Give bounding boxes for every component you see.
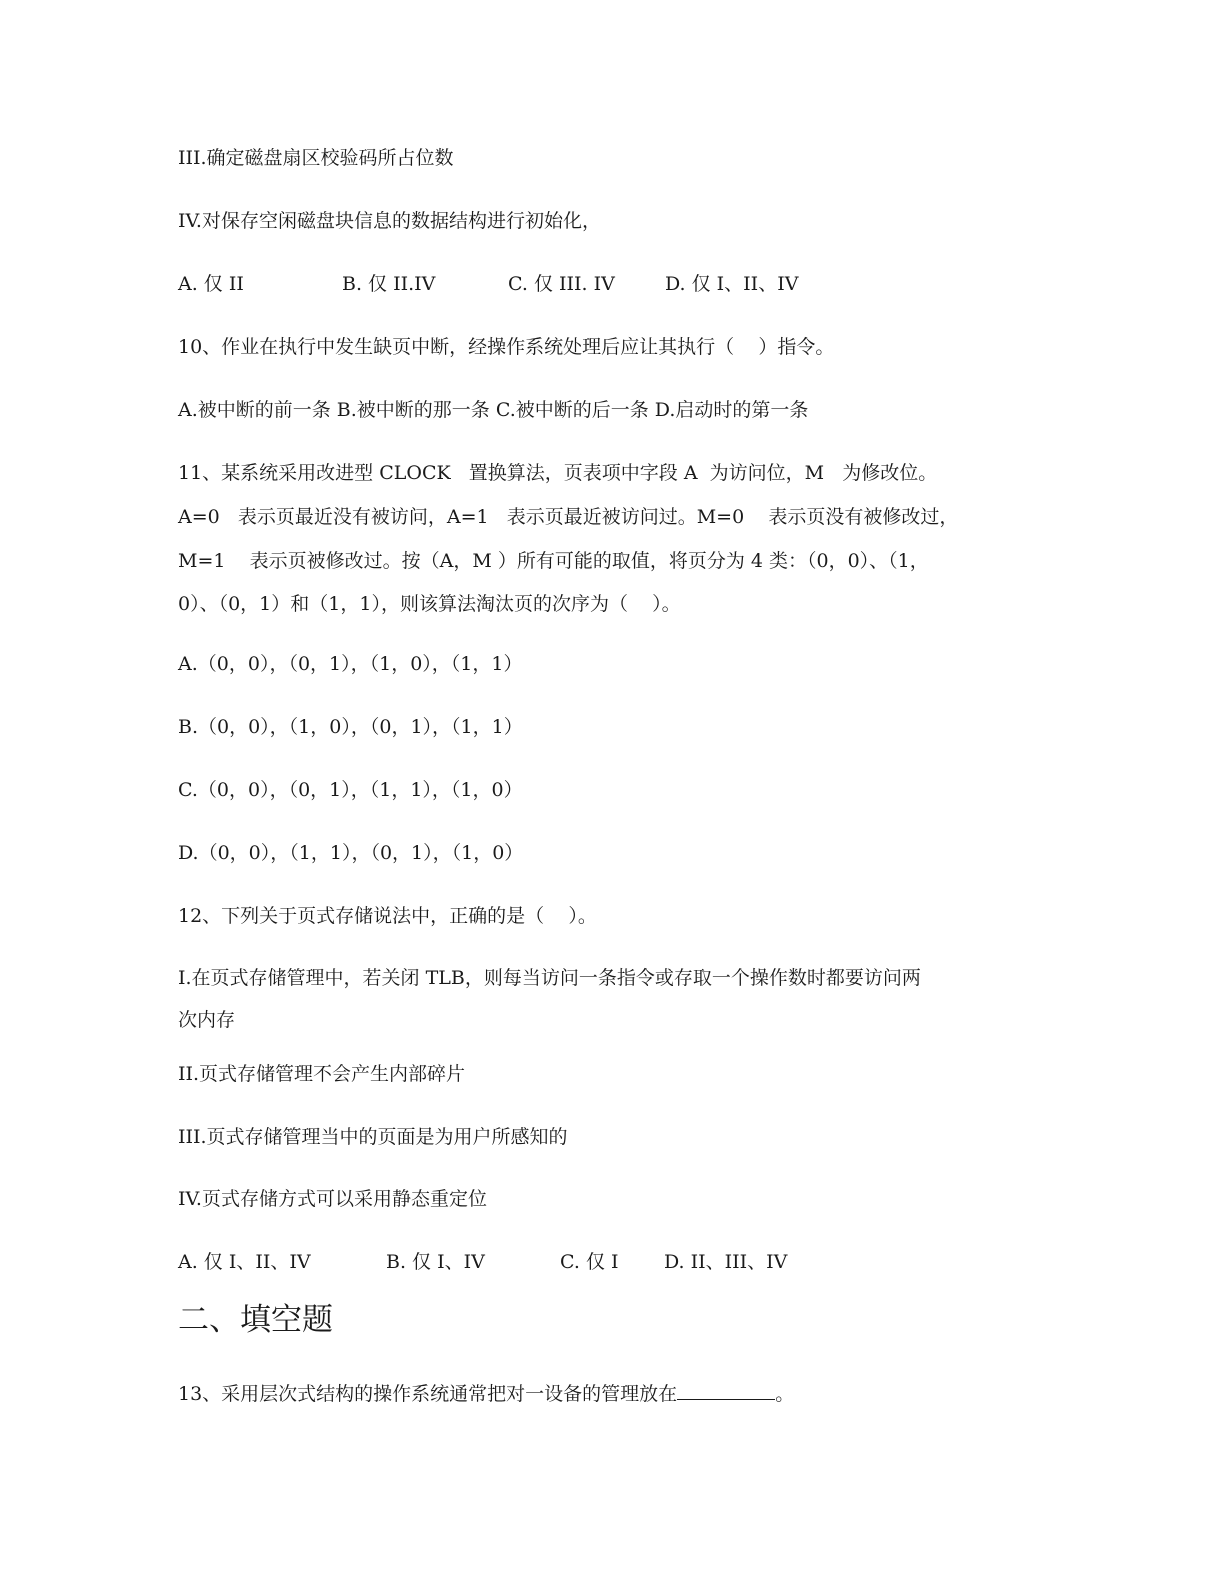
- q10-stem: 10、作业在执行中发生缺页中断，经操作系统处理后应让其执行（ ）指令。: [178, 336, 835, 358]
- q12-item-iii: III.页式存储管理当中的页面是为用户所感知的: [178, 1126, 568, 1148]
- q11-option-a: A.（0，0），（0，1），（1，0），（1，1）: [178, 653, 523, 675]
- q12-item-iv: IV.页式存储方式可以采用静态重定位: [178, 1188, 487, 1210]
- q12-item-i-line-2: 次内存: [178, 1009, 236, 1031]
- q11-option-d: D.（0，0），（1，1），（0，1），（1，0）: [178, 842, 524, 864]
- q9-option-d: D. 仅 I、II、IV: [665, 273, 799, 295]
- q13-stem: 13、采用层次式结构的操作系统通常把对一设备的管理放在: [178, 1383, 678, 1405]
- q10-options: A.被中断的前一条 B.被中断的那一条 C.被中断的后一条 D.启动时的第一条: [178, 399, 809, 421]
- q13-line: [178, 1381, 794, 1406]
- q9-option-b: B. 仅 II.IV: [342, 273, 436, 295]
- q9-item-iv: IV.对保存空闲磁盘块信息的数据结构进行初始化，: [178, 210, 601, 232]
- q12-item-i-line-1: I.在页式存储管理中，若关闭 TLB，则每当访问一条指令或存取一个操作数时都要访问两: [178, 967, 921, 989]
- q12-stem: 12、下列关于页式存储说法中，正确的是（ ）。: [178, 905, 597, 927]
- q11-stem-line-1: 11、某系统采用改进型 CLOCK 置换算法，页表项中字段 A 为访问位，M 为修改位。: [178, 462, 938, 484]
- q11-stem-line-4: 0）、（0，1）和（1，1），则该算法淘汰页的次序为（ ）。: [178, 593, 681, 615]
- q12-option-a: A. 仅 I、II、IV: [178, 1251, 311, 1273]
- section-heading-fill-in: 二、填空题: [178, 1302, 333, 1338]
- q11-stem-line-2: A=0 表示页最近没有被访问，A=1 表示页最近被访问过。M=0 表示页没有被修改过，: [178, 506, 959, 528]
- q9-option-c: C. 仅 III. IV: [508, 273, 615, 295]
- q13-answer-blank: [677, 1381, 775, 1400]
- q13-tail: 。: [775, 1383, 795, 1405]
- q9-item-iii: III.确定磁盘扇区校验码所占位数: [178, 147, 454, 169]
- q9-option-a: A. 仅 II: [178, 273, 244, 295]
- q12-option-b: B. 仅 I、IV: [386, 1251, 485, 1273]
- q11-stem-line-3: M=1 表示页被修改过。按（A，M ）所有可能的取值，将页分为 4 类：（0，0）、（1，: [178, 550, 929, 572]
- q11-option-c: C.（0，0），（0，1），（1，1），（1，0）: [178, 779, 523, 801]
- q12-item-ii: II.页式存储管理不会产生内部碎片: [178, 1063, 466, 1085]
- q12-option-d: D. II、III、IV: [664, 1251, 788, 1273]
- q12-option-c: C. 仅 I: [560, 1251, 619, 1273]
- q11-option-b: B.（0，0），（1，0），（0，1），（1，1）: [178, 716, 523, 738]
